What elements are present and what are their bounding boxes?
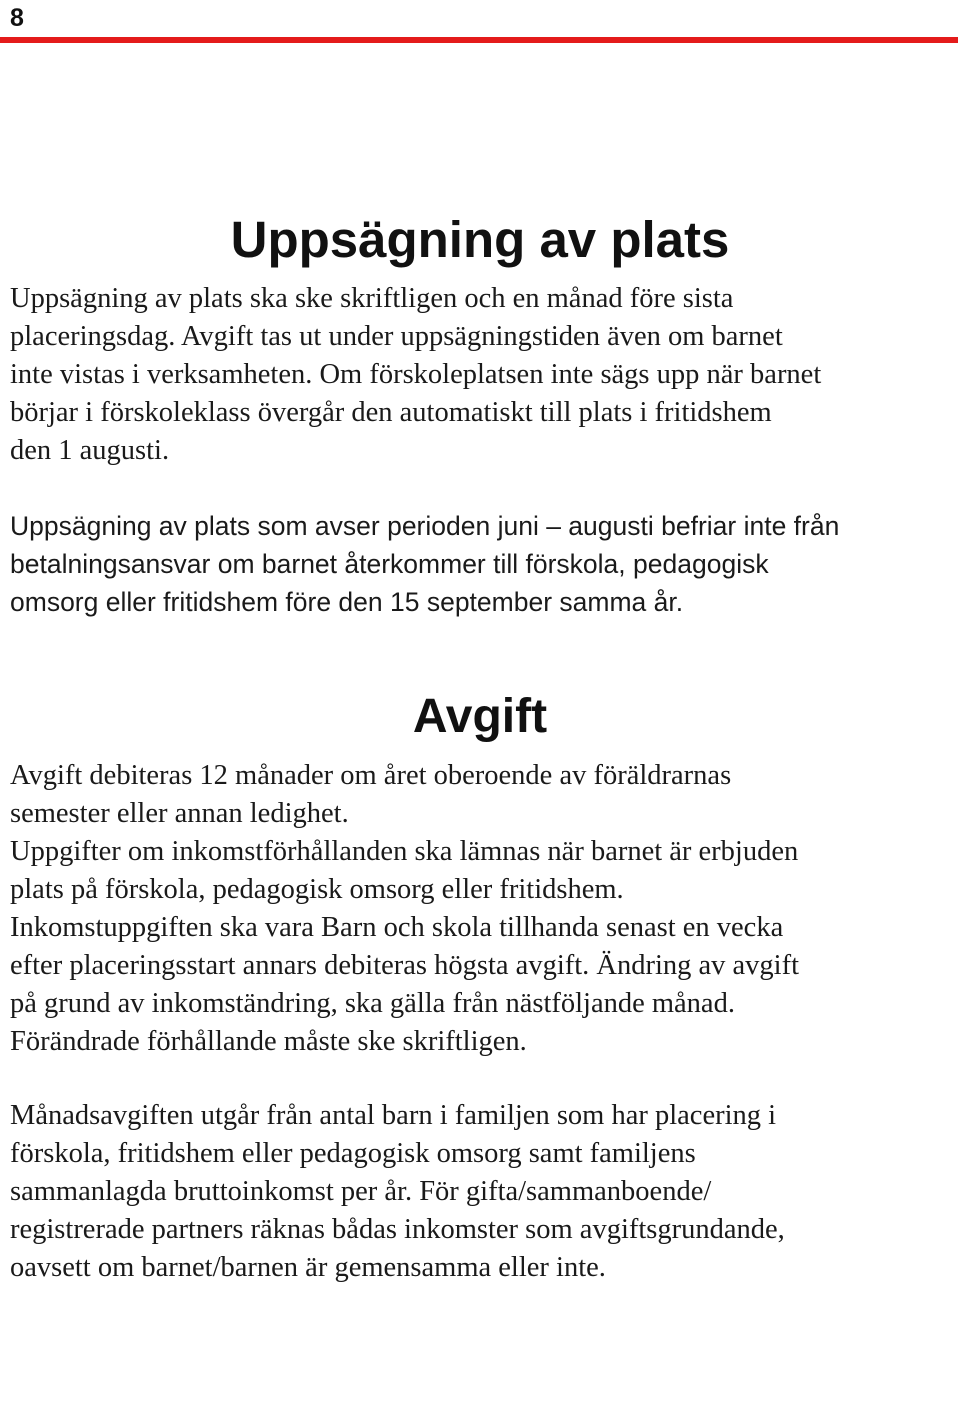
text-line: sammanlagda bruttoinkomst per år. För gifta/sammanboende/ — [10, 1176, 712, 1207]
text-line: Inkomstuppgiften ska vara Barn och skola tillhanda senast en vecka — [10, 912, 784, 943]
text-line: förskola, fritidshem eller pedagogisk omsorg samt familjens — [10, 1138, 696, 1169]
text-line: Förändrade förhållande måste ske skriftligen. — [10, 1026, 527, 1057]
text-line: Månadsavgiften utgår från antal barn i familjen som har placering i — [10, 1100, 777, 1131]
paragraph-summer-period — [10, 507, 955, 621]
section-heading-avgift: Avgift — [412, 690, 548, 743]
text-line: Uppsägning av plats ska ske skriftligen och en månad före sista — [10, 283, 734, 314]
section-heading-uppsagning: Uppsägning av plats — [230, 211, 730, 268]
text-line: den 1 augusti. — [10, 435, 170, 466]
text-line: placeringsdag. Avgift tas ut under uppsägningstiden även om barnet — [10, 321, 783, 352]
text-line: inte vistas i verksamheten. Om förskoleplatsen inte sägs upp när barnet — [10, 359, 822, 390]
paragraph-avgift-rules — [10, 757, 955, 1061]
text-line: börjar i förskoleklass övergår den automatiskt till plats i fritidshem — [10, 397, 772, 428]
text-line: Avgift debiteras 12 månader om året oberoende av föräldrarnas — [10, 760, 732, 791]
text-line: omsorg eller fritidshem före den 15 september samma år. — [10, 587, 684, 617]
paragraph-uppsagning-notice — [10, 280, 955, 470]
header-rule — [0, 37, 958, 43]
text-line: Uppsägning av plats som avser perioden juni – augusti befriar inte från — [10, 511, 840, 541]
text-line: Uppgifter om inkomstförhållanden ska lämnas när barnet är erbjuden — [10, 836, 799, 867]
text-line: plats på förskola, pedagogisk omsorg eller fritidshem. — [10, 874, 624, 905]
text-line: betalningsansvar om barnet återkommer till förskola, pedagogisk — [10, 549, 769, 579]
text-line: semester eller annan ledighet. — [10, 798, 349, 829]
page-number: 8 — [10, 4, 24, 32]
paragraph-manadsavgift — [10, 1097, 955, 1287]
text-line: oavsett om barnet/barnen är gemensamma eller inte. — [10, 1252, 606, 1283]
text-line: registrerade partners räknas bådas inkomster som avgiftsgrundande, — [10, 1214, 785, 1245]
text-line: efter placeringsstart annars debiteras högsta avgift. Ändring av avgift — [10, 950, 800, 981]
text-line: på grund av inkomständring, ska gälla från nästföljande månad. — [10, 988, 735, 1019]
